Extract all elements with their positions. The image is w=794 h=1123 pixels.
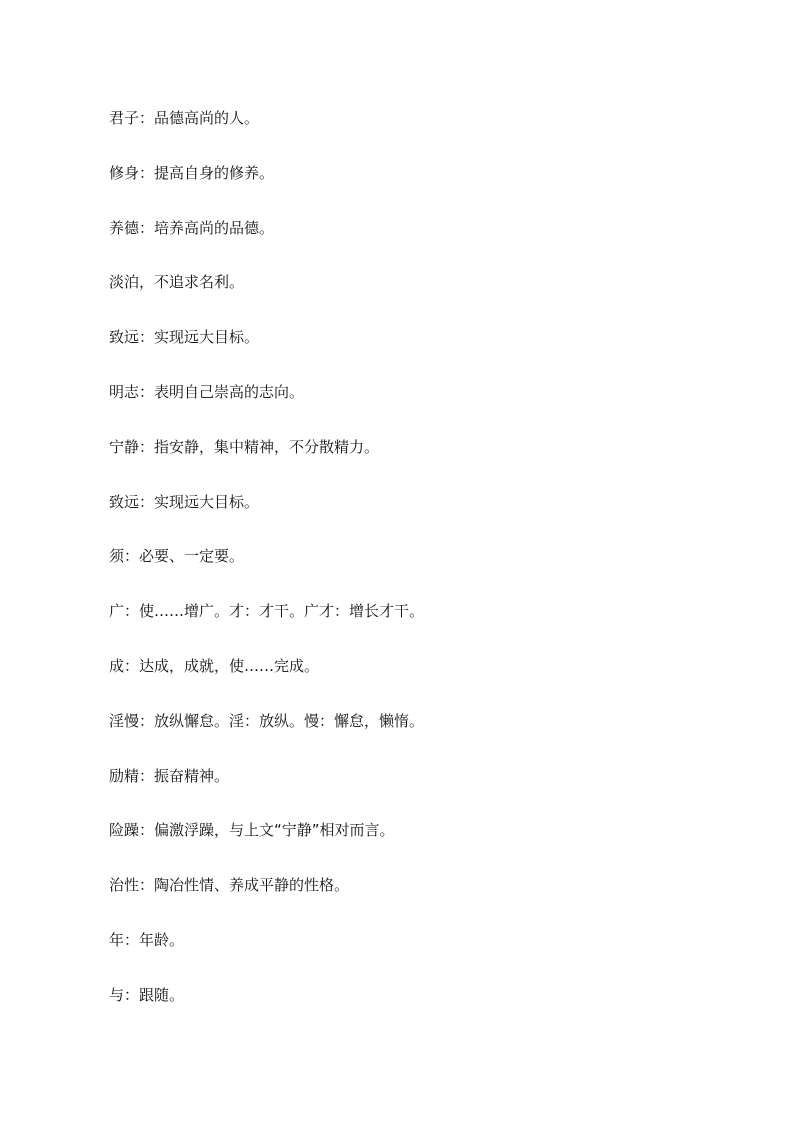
glossary-entry: 险躁：偏激浮躁，与上文“宁静”相对而言。 [109, 821, 395, 840]
glossary-entry: 年：年龄。 [109, 930, 185, 949]
glossary-entry: 明志：表明自己崇高的志向。 [109, 382, 305, 401]
glossary-entry: 养德：培养高尚的品德。 [109, 218, 275, 237]
glossary-entry: 修身：提高自身的修养。 [109, 163, 275, 182]
glossary-entry: 须：必要、一定要。 [109, 547, 245, 566]
glossary-entry: 致远：实现远大目标。 [109, 328, 260, 347]
glossary-entry: 君子：品德高尚的人。 [109, 109, 260, 127]
glossary-entry: 与：跟随。 [109, 985, 185, 1004]
glossary-entry: 淫慢：放纵懈怠。淫：放纵。慢：懈怠，懒惰。 [109, 711, 425, 730]
glossary-entry: 励精：振奋精神。 [109, 766, 230, 785]
glossary-entry: 广：使……增广。才：才干。广才：增长才干。 [109, 602, 425, 621]
glossary-list [109, 108, 729, 1040]
glossary-entry: 宁静：指安静，集中精神，不分散精力。 [109, 437, 380, 456]
glossary-entry: 淡泊，不追求名利。 [109, 273, 245, 292]
glossary-entry: 治性：陶冶性情、养成平静的性格。 [109, 876, 350, 895]
glossary-entry: 成：达成，成就，使……完成。 [109, 656, 320, 675]
glossary-entry: 致远：实现远大目标。 [109, 492, 260, 511]
